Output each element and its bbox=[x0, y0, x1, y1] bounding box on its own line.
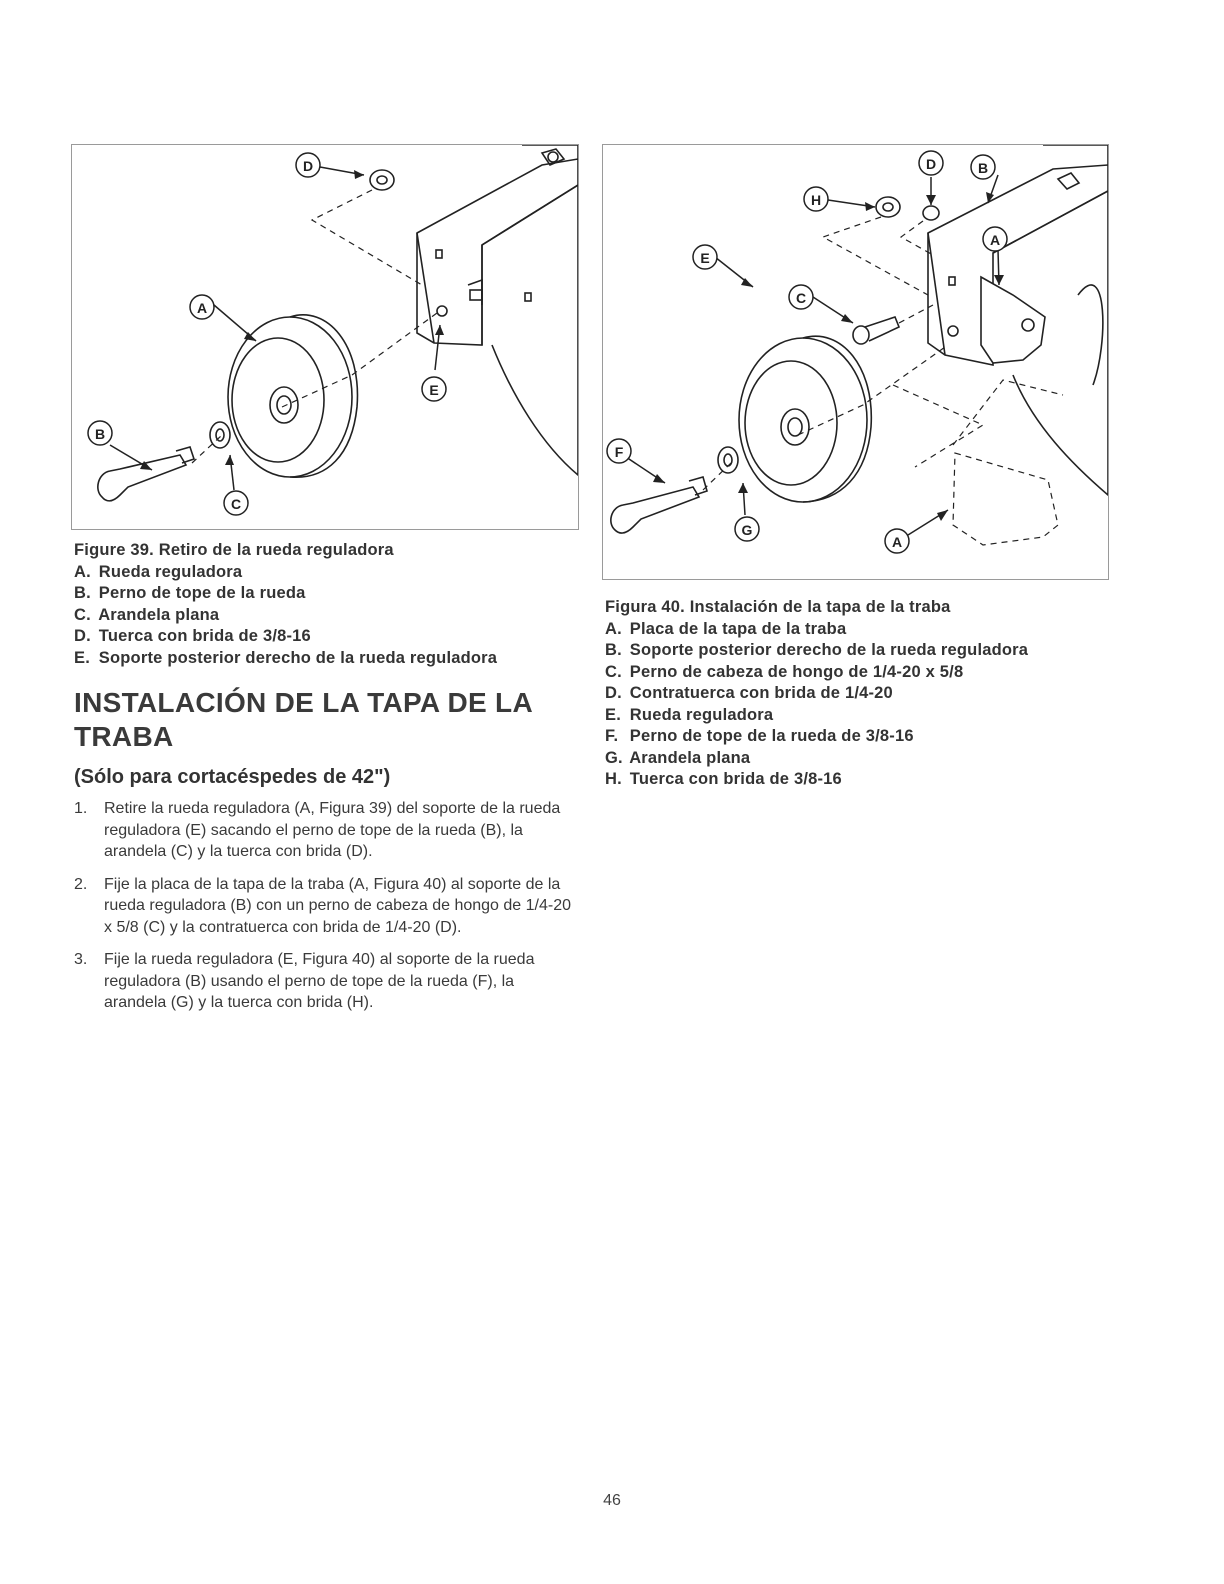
step-item: 2. Fije la placa de la tapa de la traba (A, Figura 40) al soporte de la rueda reguladora (B) con un perno de cabeza de hongo de 1/4-20 x 5/8 (C) y la contratuerca con brida de 1/4-20 (D). bbox=[74, 875, 572, 936]
figure-40-legend bbox=[605, 619, 1115, 791]
figure-40 bbox=[602, 144, 1109, 580]
legend-item: D. Tuerca con brida de 3/8-16 bbox=[74, 627, 311, 645]
callout-c-label: C bbox=[795, 290, 807, 306]
legend-item: H. Tuerca con brida de 3/8-16 bbox=[605, 770, 842, 788]
legend-item: B. Soporte posterior derecho de la rueda reguladora bbox=[605, 641, 1029, 659]
figure-40-title: Figura 40. Instalación de la tapa de la traba bbox=[605, 598, 951, 616]
page-number: 46 bbox=[603, 1492, 621, 1509]
instruction-steps bbox=[74, 798, 574, 1025]
callout-a-label: A bbox=[196, 300, 208, 316]
figure-39-illustration bbox=[72, 145, 578, 529]
callout-g-label: G bbox=[741, 522, 753, 538]
legend-item: E. Rueda reguladora bbox=[605, 705, 774, 724]
callout-a-label: A bbox=[989, 232, 1001, 248]
callout-f-label: F bbox=[614, 444, 624, 460]
legend-item: C. Perno de cabeza de hongo de 1/4-20 x 5/8 bbox=[605, 662, 964, 681]
legend-item: F. Perno de tope de la rueda de 3/8-16 bbox=[605, 727, 914, 745]
legend-item: E. Soporte posterior derecho de la rueda reguladora bbox=[74, 648, 498, 667]
callout-b-label: B bbox=[977, 160, 989, 176]
callout-e-label: E bbox=[429, 382, 439, 398]
callout-c-label: C bbox=[230, 496, 242, 512]
legend-item: G. Arandela plana bbox=[605, 748, 751, 767]
legend-item: C. Arandela plana bbox=[74, 605, 220, 624]
figure-39-caption bbox=[74, 540, 574, 669]
legend-item: A. Placa de la tapa de la traba bbox=[605, 619, 847, 638]
legend-item: D. Contratuerca con brida de 1/4-20 bbox=[605, 684, 893, 702]
callout-b-label: B bbox=[94, 426, 106, 442]
legend-item: A. Rueda reguladora bbox=[74, 562, 243, 581]
step-item: 3. Fije la rueda reguladora (E, Figura 40) al soporte de la rueda reguladora (B) usando el perno de tope de la rueda (F), la arandela (G) y la tuerca con brida (H). bbox=[74, 951, 535, 1011]
figure-40-illustration bbox=[603, 145, 1108, 579]
section-title: INSTALACIÓN DE LA TAPA DE LA TRABA bbox=[74, 687, 533, 752]
callout-h-label: H bbox=[810, 192, 822, 208]
figure-40-caption bbox=[605, 597, 1115, 791]
step-item: 1. Retire la rueda reguladora (A, Figura 39) del soporte de la rueda reguladora (E) sacando el perno de tope de la rueda (B), la arandela (C) y la tuerca con brida (D). bbox=[74, 800, 561, 860]
callout-d-label: D bbox=[925, 156, 937, 172]
callout-d-label: D bbox=[302, 158, 314, 174]
figure-39-legend bbox=[74, 562, 574, 670]
legend-item: B. Perno de tope de la rueda bbox=[74, 584, 306, 602]
section-subtitle: (Sólo para cortacéspedes de 42") bbox=[74, 766, 391, 788]
callout-a-lower-label: A bbox=[891, 534, 903, 550]
figure-39-title: Figure 39. Retiro de la rueda reguladora bbox=[74, 541, 394, 559]
figure-39 bbox=[71, 144, 579, 530]
callout-e-label: E bbox=[700, 250, 710, 266]
